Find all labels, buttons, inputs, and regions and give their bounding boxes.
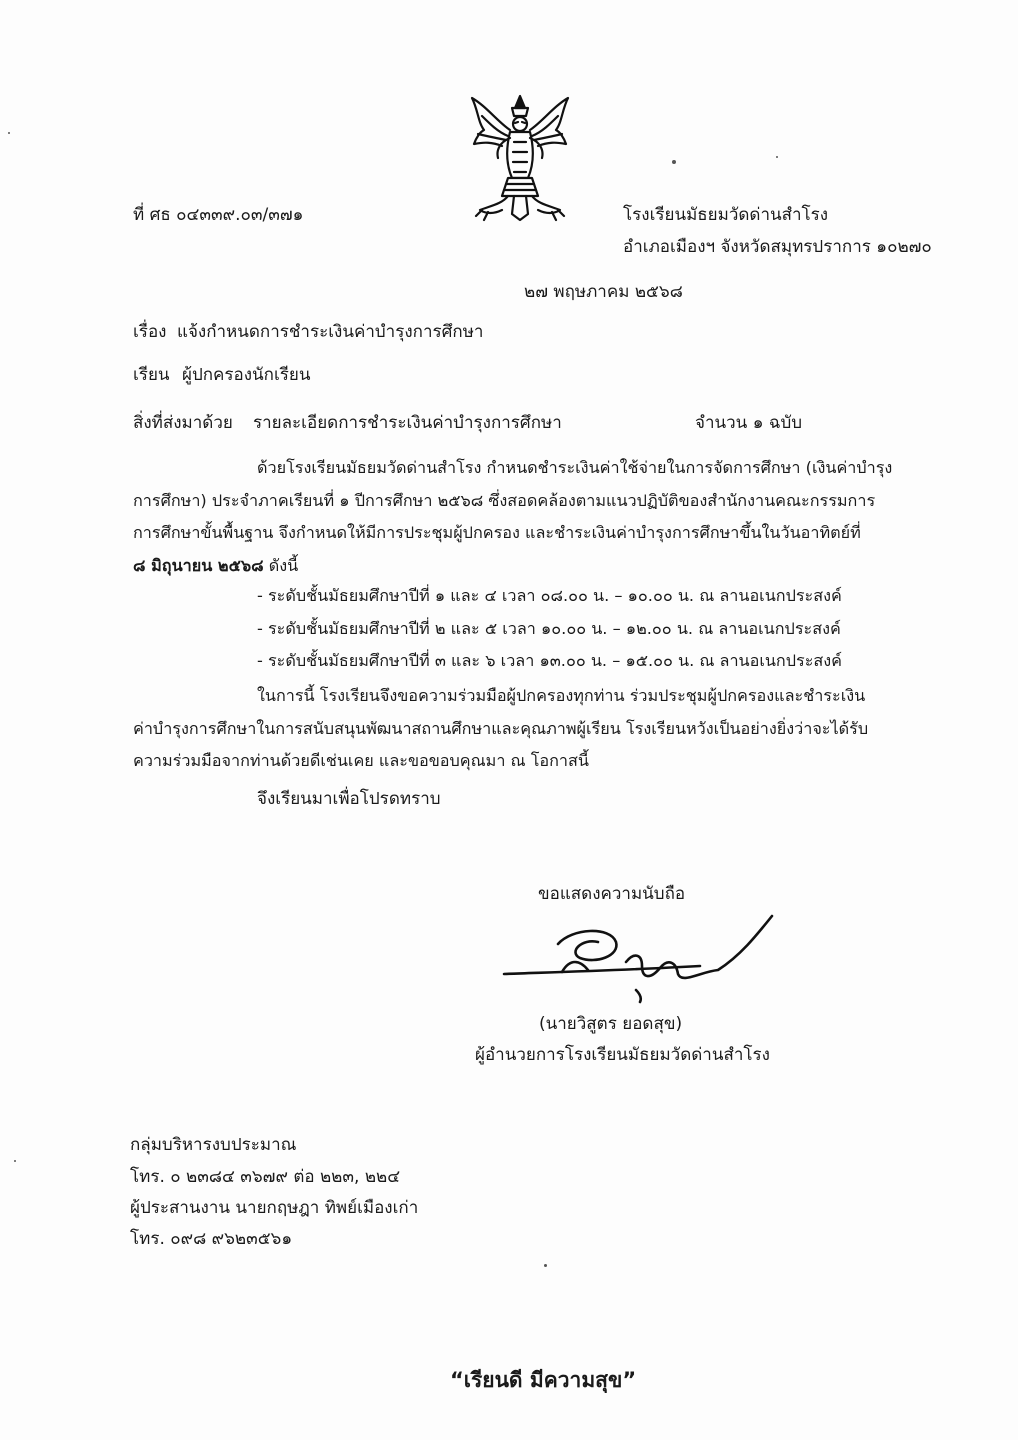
meeting-date: ๘ มิถุนายน ๒๕๖๘ [133,555,264,575]
school-motto: “เรียนดี มีความสุข” [450,1368,637,1392]
attachment-text: รายละเอียดการชำระเงินค่าบำรุงการศึกษา [253,413,562,433]
schedule-item: - ระดับชั้นมัธยมศึกษาปีที่ ๒ และ ๕ เวลา ๑๐.๐๐ น. – ๑๒.๐๐ น. ณ ลานอเนกประสงค์ [257,618,841,638]
reference-number: ที่ ศธ ๐๔๓๓๙.๐๓/๓๗๑ [133,205,304,225]
paragraph-line: การศึกษาขั้นพื้นฐาน จึงกำหนดให้มีการประชุมผู้ปกครอง และชำระเงินค่าบำรุงการศึกษาขึ้นในวันอาทิตย์ที่ [133,523,861,542]
paragraph-line: การศึกษา) ประจำภาคเรียนที่ ๑ ปีการศึกษา ๒๕๖๘ ซึ่งสอดคล้องตามแนวปฏิบัติของสำนักงานคณะกรรมการ [133,490,876,510]
scan-speck [776,156,778,158]
school-address: อำเภอเมืองฯ จังหวัดสมุทรปราการ ๑๐๒๗๐ [623,237,932,257]
scan-speck [672,160,676,164]
paragraph-line: ในการนี้ โรงเรียนจึงขอความร่วมมือผู้ปกครองทุกท่าน ร่วมประชุมผู้ปกครองและชำระเงิน [257,686,866,705]
contact-coordinator: ผู้ประสานงาน นายกฤษฎา ทิพย์เมืองเก่า [130,1198,419,1218]
schedule-item: - ระดับชั้นมัธยมศึกษาปีที่ ๑ และ ๔ เวลา ๐๘.๐๐ น. – ๑๐.๐๐ น. ณ ลานอเนกประสงค์ [257,586,842,605]
contact-department: กลุ่มบริหารงบประมาณ [130,1135,297,1155]
attachment-count: จำนวน ๑ ฉบับ [695,413,803,433]
subject-label: เรื่อง [133,322,167,342]
paragraph-line [133,550,892,583]
schedule-list [257,580,842,678]
letter-date: ๒๗ พฤษภาคม ๒๕๖๘ [524,282,683,302]
contact-coordinator-phone: โทร. ๐๙๘ ๙๖๒๓๕๖๑ [130,1229,293,1249]
attachment-label: สิ่งที่ส่งมาด้วย [133,413,233,433]
subject-text: แจ้งกำหนดการชำระเงินค่าบำรุงการศึกษา [177,322,484,342]
paragraph-line: ค่าบำรุงการศึกษาในการสนับสนุนพัฒนาสถานศึกษาและคุณภาพผู้เรียน โรงเรียนหวังเป็นอย่างยิ่งว่าจะได้รับ [133,718,869,738]
scan-speck [544,1264,547,1267]
closing-line: จึงเรียนมาเพื่อโปรดทราบ [257,789,441,809]
schedule-item: - ระดับชั้นมัธยมศึกษาปีที่ ๓ และ ๖ เวลา ๑๓.๐๐ น. – ๑๕.๐๐ น. ณ ลานอเนกประสงค์ [257,651,843,670]
recipient-label: เรียน [133,365,170,385]
scan-speck [14,1160,16,1162]
contact-phone: โทร. ๐ ๒๓๘๔ ๓๖๗๙ ต่อ ๒๒๓, ๒๒๔ [130,1167,401,1187]
garuda-emblem-icon [468,92,572,224]
body-paragraph-1 [133,452,892,582]
school-name: โรงเรียนมัธยมวัดด่านสำโรง [623,205,829,225]
signer-position: ผู้อำนวยการโรงเรียนมัธยมวัดด่านสำโรง [475,1045,770,1065]
paragraph-line: ความร่วมมือจากท่านด้วยดีเช่นเคย และขอขอบคุณมา ณ โอกาสนี้ [133,751,589,770]
signer-name: (นายวิสูตร ยอดสุข) [539,1014,683,1034]
signature-icon [500,902,785,1012]
recipient-text: ผู้ปกครองนักเรียน [182,365,311,385]
scan-speck [8,132,10,134]
salutation: ขอแสดงความนับถือ [538,884,686,904]
body-paragraph-2 [133,680,868,778]
paragraph-line: ด้วยโรงเรียนมัธยมวัดด่านสำโรง กำหนดชำระเงินค่าใช้จ่ายในการจัดการศึกษา (เงินค่าบำรุง [257,458,893,477]
paragraph-tail: ดังนี้ [263,555,299,575]
